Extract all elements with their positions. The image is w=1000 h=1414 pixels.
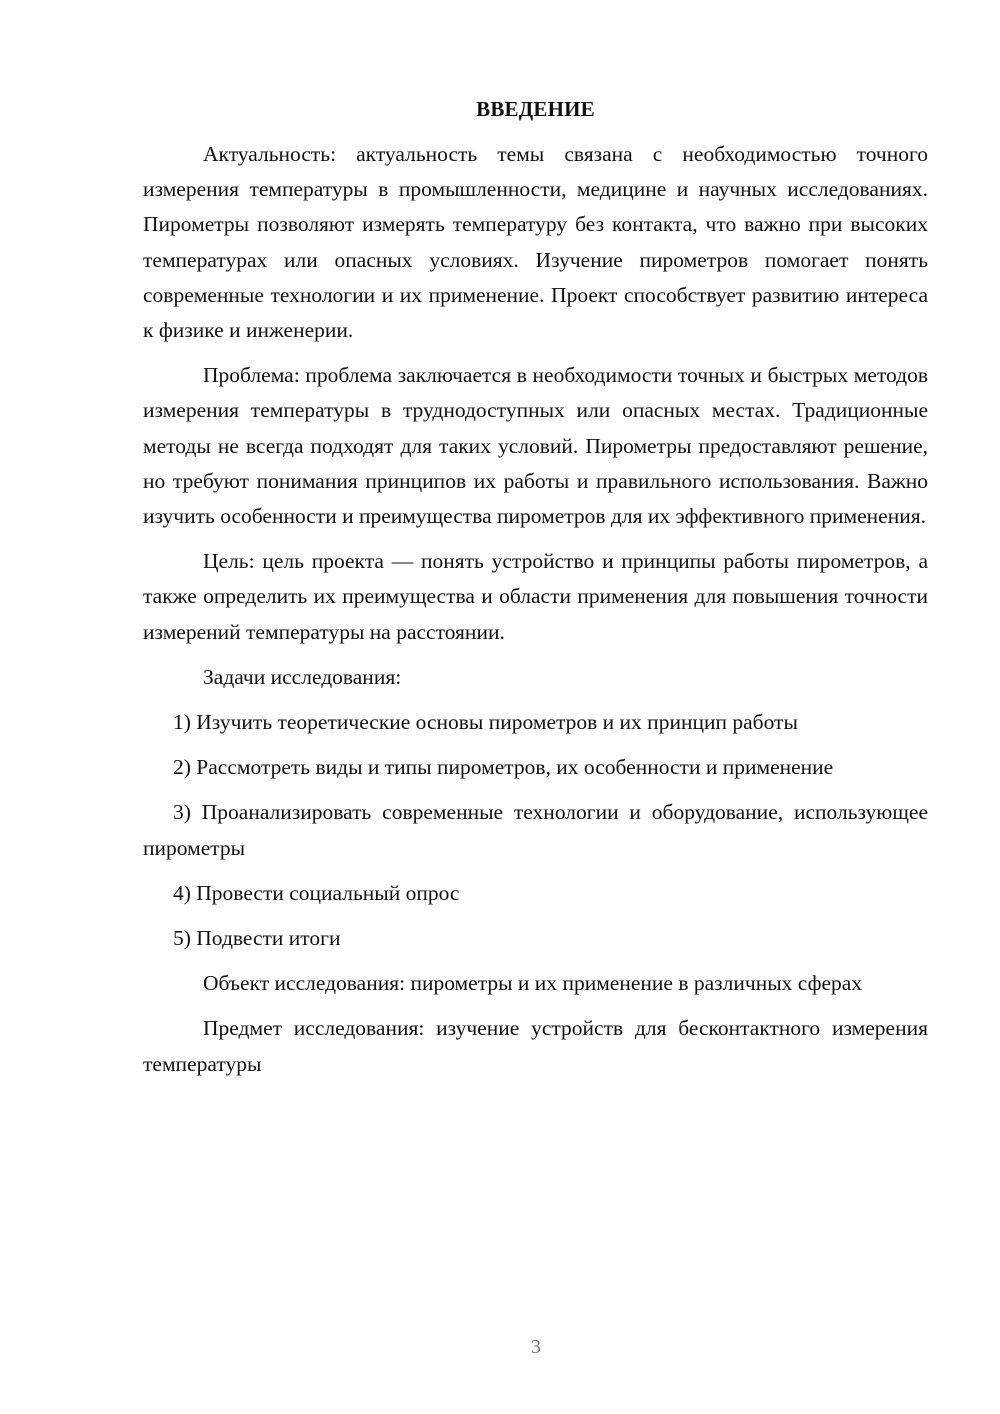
relevance-paragraph: Актуальность: актуальность темы связана с необходимостью точного измерения температуры в промышленности, медицине и научных исследованиях. Пирометры позволяют измерять температуру без контакта, что важно при высоких температурах или опасных условиях. Изучение пирометров помогает понять современные технологии и их применение. Проект способствует развитию интереса к физике и инженерии. xyxy=(143,142,928,343)
problem-paragraph: Проблема: проблема заключается в необходимости точных и быстрых методов измерения температуры в труднодоступных или опасных местах. Традиционные методы не всегда подходят для таких условий. Пирометры предоставляют решение, но требуют понимания принципов их работы и правильного использования. Важно изучить особенности и преимущества пирометров для их эффективного применения. xyxy=(143,363,928,529)
task-item-1: 1) Изучить теоретические основы пирометров и их принцип работы xyxy=(173,710,798,735)
task-item-4: 4) Провести социальный опрос xyxy=(173,880,460,905)
page-number: 3 xyxy=(531,1336,541,1358)
page-content xyxy=(143,92,928,1092)
task-item-5: 5) Подвести итоги xyxy=(173,926,341,951)
tasks-heading: Задачи исследования: xyxy=(203,664,402,689)
task-item-3: 3) Проанализировать современные технологии и оборудование, использующее пирометры xyxy=(143,800,928,860)
subject-paragraph: Предмет исследования: изучение устройств для бесконтактного измерения температуры xyxy=(143,1016,928,1076)
task-item-2: 2) Рассмотреть виды и типы пирометров, их особенности и применение xyxy=(173,755,834,780)
section-title: ВВЕДЕНИЕ xyxy=(476,97,595,121)
object-paragraph: Объект исследования: пирометры и их применение в различных сферах xyxy=(203,971,863,996)
goal-paragraph: Цель: цель проекта — понять устройство и принципы работы пирометров, а также определить их преимущества и области применения для повышения точности измерений температуры на расстоянии. xyxy=(143,549,928,644)
